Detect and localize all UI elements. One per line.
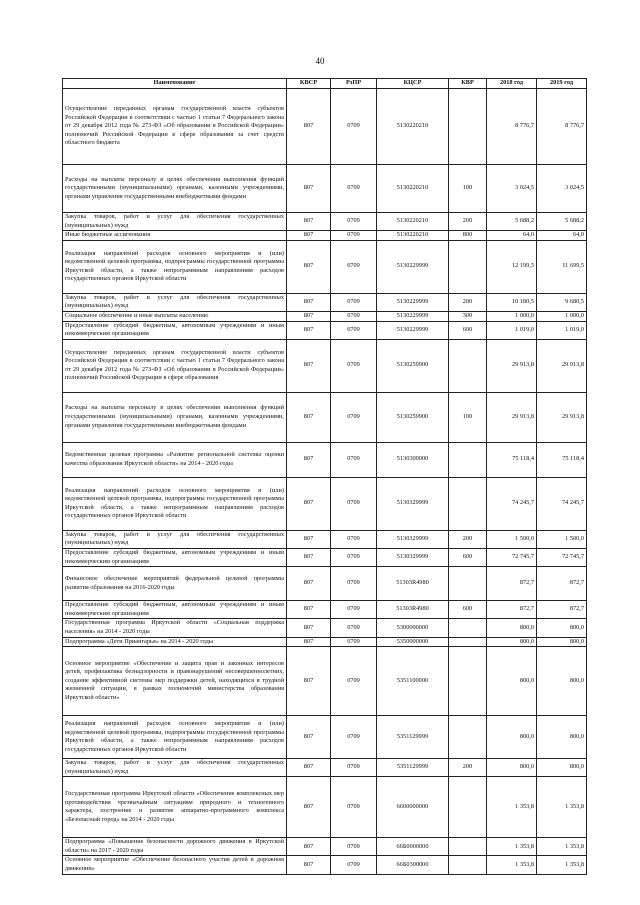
table-row [63, 213, 587, 231]
table-row [63, 759, 587, 777]
row-name: Реализация направлений расходов основного мероприятия и (или) ведомственной целевой программы, подпрограммы государственной программы Иркутской области, а также непрограммным направлениям расходов государственных органов Иркутской области [63, 716, 287, 759]
page-number: 40 [315, 56, 325, 66]
row-kvr: 600 [449, 321, 487, 339]
row-amount-2019: 75 118,4 [537, 442, 587, 477]
table-row [63, 601, 587, 619]
row-kvr [449, 637, 487, 647]
table-row [63, 530, 587, 548]
table-row [63, 311, 587, 321]
row-amount-2019: 9 680,5 [537, 293, 587, 311]
table-row [63, 838, 587, 856]
row-name: Социальное обеспечение и иные выплаты населению [63, 311, 287, 321]
row-amount-2018: 64,0 [487, 231, 537, 241]
row-amount-2018: 1 019,0 [487, 321, 537, 339]
row-kvr [449, 89, 487, 165]
row-rzpr: 0709 [331, 530, 377, 548]
row-kvsr: 807 [287, 339, 331, 392]
row-kvr [449, 240, 487, 293]
row-kvsr: 807 [287, 530, 331, 548]
budget-table [62, 78, 587, 875]
row-kvsr: 807 [287, 293, 331, 311]
row-name: Государственная программа Иркутской области «Социальная поддержка населения» на 2014 - 2020 годы [63, 619, 287, 637]
row-amount-2018: 1 353,8 [487, 777, 537, 838]
row-amount-2018: 800,0 [487, 716, 537, 759]
table-row [63, 392, 587, 442]
row-rzpr: 0709 [331, 392, 377, 442]
row-kvsr: 807 [287, 567, 331, 601]
table-row [63, 548, 587, 566]
row-amount-2019: 800,0 [537, 619, 587, 637]
row-kcsr: 5130300000 [377, 442, 449, 477]
row-kvsr: 807 [287, 647, 331, 716]
header-2019: 2019 год [537, 79, 587, 89]
row-name: Подпрограмма «Повышение безопасности дорожного движения в Иркутской области» на 2017 - 2020 годы [63, 838, 287, 856]
row-name: Закупка товаров, работ и услуг для обеспечения государственных (муниципальных) нужд [63, 759, 287, 777]
row-amount-2018: 800,0 [487, 619, 537, 637]
row-amount-2018: 29 913,8 [487, 339, 537, 392]
row-rzpr: 0709 [331, 637, 377, 647]
table-row [63, 856, 587, 874]
table-row [63, 637, 587, 647]
table-row [63, 240, 587, 293]
row-name: Основное мероприятие «Обеспечение безопасного участия детей в дорожном движении» [63, 856, 287, 874]
table-row [63, 231, 587, 241]
row-kcsr: 5130220210 [377, 165, 449, 213]
row-amount-2019: 5 688,2 [537, 213, 587, 231]
header-2018: 2018 год [487, 79, 537, 89]
header-name: Наименование [63, 79, 287, 89]
row-amount-2019: 1 353,8 [537, 838, 587, 856]
table-row [63, 165, 587, 213]
row-kvr: 300 [449, 311, 487, 321]
row-amount-2019: 29 913,8 [537, 392, 587, 442]
row-amount-2018: 12 199,5 [487, 240, 537, 293]
row-amount-2018: 3 024,5 [487, 165, 537, 213]
row-amount-2019: 64,0 [537, 231, 587, 241]
row-kcsr: 5130229999 [377, 240, 449, 293]
row-amount-2018: 800,0 [487, 647, 537, 716]
row-rzpr: 0709 [331, 165, 377, 213]
row-name: Предоставление субсидий бюджетным, автономным учреждениям и иным некоммерческим организациям [63, 601, 287, 619]
row-kvr [449, 856, 487, 874]
row-amount-2019: 800,0 [537, 716, 587, 759]
row-rzpr: 0709 [331, 716, 377, 759]
row-kvr: 100 [449, 165, 487, 213]
row-amount-2018: 8 776,7 [487, 89, 537, 165]
row-amount-2018: 74 245,7 [487, 477, 537, 530]
row-name: Закупка товаров, работ и услуг для обеспечения государственных (муниципальных) нужд [63, 530, 287, 548]
row-kvsr: 807 [287, 392, 331, 442]
row-amount-2018: 1 353,8 [487, 838, 537, 856]
row-name: Финансовое обеспечение мероприятий федеральной целевой программы развития образования на 2016-2020 годы [63, 567, 287, 601]
row-amount-2019: 800,0 [537, 759, 587, 777]
row-kvsr: 807 [287, 477, 331, 530]
row-amount-2019: 872,7 [537, 601, 587, 619]
row-kcsr: 5130220210 [377, 213, 449, 231]
row-amount-2018: 75 118,4 [487, 442, 537, 477]
row-rzpr: 0709 [331, 647, 377, 716]
table-row [63, 567, 587, 601]
table-row [63, 321, 587, 339]
row-kvsr: 807 [287, 89, 331, 165]
row-amount-2018: 1 353,8 [487, 856, 537, 874]
row-name: Иные бюджетные ассигнования [63, 231, 287, 241]
row-kvsr: 807 [287, 759, 331, 777]
row-kvr: 200 [449, 213, 487, 231]
row-kcsr: 66Б0000000 [377, 838, 449, 856]
row-kcsr: 5130259900 [377, 392, 449, 442]
header-kvsr: КВСР [287, 79, 331, 89]
table-row [63, 293, 587, 311]
table-row [63, 339, 587, 392]
row-rzpr: 0709 [331, 321, 377, 339]
row-kvr: 600 [449, 548, 487, 566]
row-amount-2018: 10 180,5 [487, 293, 537, 311]
row-name: Предоставление субсидий бюджетным, автономным учреждениям и иным некоммерческим организациям [63, 321, 287, 339]
row-amount-2019: 72 745,7 [537, 548, 587, 566]
row-amount-2018: 872,7 [487, 567, 537, 601]
row-kvsr: 807 [287, 548, 331, 566]
row-amount-2019: 1 500,0 [537, 530, 587, 548]
row-amount-2018: 800,0 [487, 759, 537, 777]
row-kvsr: 807 [287, 838, 331, 856]
table-row [63, 777, 587, 838]
row-kvsr: 807 [287, 442, 331, 477]
row-amount-2019: 3 024,5 [537, 165, 587, 213]
table-row [63, 477, 587, 530]
row-kcsr: 66Б0300000 [377, 856, 449, 874]
row-kcsr: 5130229999 [377, 293, 449, 311]
row-kvr [449, 838, 487, 856]
row-name: Закупка товаров, работ и услуг для обеспечения государственных (муниципальных) нужд [63, 213, 287, 231]
row-rzpr: 0709 [331, 838, 377, 856]
header-row [63, 79, 587, 89]
row-rzpr: 0709 [331, 339, 377, 392]
row-kvsr: 807 [287, 619, 331, 637]
row-kvr [449, 567, 487, 601]
row-kvr [449, 777, 487, 838]
row-kcsr: 6600000000 [377, 777, 449, 838]
row-kcsr: 51303R4980 [377, 567, 449, 601]
row-rzpr: 0709 [331, 231, 377, 241]
row-kcsr: 5130329999 [377, 477, 449, 530]
row-kvsr: 807 [287, 165, 331, 213]
row-name: Реализация направлений расходов основного мероприятия и (или) ведомственной целевой программы, подпрограммы государственной программы Иркутской области, а также непрограммным направлениям расходов государственных органов Иркутской области [63, 240, 287, 293]
row-kcsr: 5130329999 [377, 530, 449, 548]
row-kcsr: 5130329999 [377, 548, 449, 566]
row-kvr: 200 [449, 530, 487, 548]
row-rzpr: 0709 [331, 601, 377, 619]
row-name: Реализация направлений расходов основного мероприятия и (или) ведомственной целевой программы, подпрограммы государственной программы Иркутской области, а также непрограммным направлениям расходов государственных органов Иркутской области [63, 477, 287, 530]
row-kvr: 800 [449, 231, 487, 241]
row-amount-2019: 800,0 [537, 647, 587, 716]
row-amount-2019: 872,7 [537, 567, 587, 601]
row-rzpr: 0709 [331, 567, 377, 601]
row-amount-2019: 1 019,0 [537, 321, 587, 339]
row-name: Осуществление переданных органам государственной власти субъектов Российской Федерации в соответствии с частью 1 статьи 7 Федерального закона от 29 декабря 2012 года № 273-ФЗ «Об образовании в Российской Федерации» полномочий Российской Федерации в сфере образования за счет средств областного бюджета [63, 89, 287, 165]
row-amount-2018: 872,7 [487, 601, 537, 619]
row-kvsr: 807 [287, 240, 331, 293]
row-kvr: 200 [449, 293, 487, 311]
row-amount-2019: 1 353,8 [537, 856, 587, 874]
row-kcsr: 5130220210 [377, 89, 449, 165]
table-row [63, 619, 587, 637]
row-name: Предоставление субсидий бюджетным, автономным учреждениям и иным некоммерческим организациям [63, 548, 287, 566]
row-name: Подпрограмма «Дети Приангарья» на 2014 - 2020 годы [63, 637, 287, 647]
row-kvr [449, 716, 487, 759]
row-kvsr: 807 [287, 321, 331, 339]
row-kcsr: 5130259900 [377, 339, 449, 392]
row-rzpr: 0709 [331, 777, 377, 838]
table-row [63, 647, 587, 716]
row-kcsr: 5351129999 [377, 759, 449, 777]
row-rzpr: 0709 [331, 213, 377, 231]
row-amount-2018: 72 745,7 [487, 548, 537, 566]
header-rzpr: РзПР [331, 79, 377, 89]
row-kvsr: 807 [287, 311, 331, 321]
row-amount-2019: 74 245,7 [537, 477, 587, 530]
row-amount-2018: 1 000,0 [487, 311, 537, 321]
row-kvsr: 807 [287, 637, 331, 647]
row-rzpr: 0709 [331, 293, 377, 311]
row-kvsr: 807 [287, 231, 331, 241]
row-amount-2019: 800,0 [537, 637, 587, 647]
row-amount-2018: 5 688,2 [487, 213, 537, 231]
row-name: Государственная программа Иркутской области «Обеспечение комплексных мер противодействия чрезвычайным ситуациям природного и техногенного характера, построение и развитие аппаратно-программного комплекса «Безопасный город» на 2014 - 2020 годы [63, 777, 287, 838]
row-kvsr: 807 [287, 856, 331, 874]
row-kcsr: 5130229999 [377, 311, 449, 321]
row-kvsr: 807 [287, 601, 331, 619]
row-kvr [449, 647, 487, 716]
row-rzpr: 0709 [331, 619, 377, 637]
row-amount-2019: 1 000,0 [537, 311, 587, 321]
row-kvsr: 807 [287, 777, 331, 838]
row-kcsr: 5351129999 [377, 716, 449, 759]
row-kvr [449, 477, 487, 530]
row-name: Основное мероприятие «Обеспечение и защита прав и законных интересов детей, профилактика безнадзорности и правонарушений несовершеннолетних, создание эффективной системы мер поддержки детей, находящихся в трудной жизненной ситуации, в рамках полномочий министерства образования Иркутской области» [63, 647, 287, 716]
row-amount-2018: 1 500,0 [487, 530, 537, 548]
row-amount-2018: 800,0 [487, 637, 537, 647]
row-name: Ведомственная целевая программа «Развитие региональной системы оценки качества образования Иркутской области» на 2014 - 2020 годы [63, 442, 287, 477]
header-kcsr: КЦСР [377, 79, 449, 89]
row-kvr: 200 [449, 759, 487, 777]
row-kcsr: 5351100000 [377, 647, 449, 716]
row-kvsr: 807 [287, 213, 331, 231]
row-kvr: 600 [449, 601, 487, 619]
row-name: Расходы на выплаты персоналу в целях обеспечения выполнения функций государственными (муниципальными) органами, казенными учреждениями, органами управления государственными внебюджетными фондами [63, 392, 287, 442]
row-rzpr: 0709 [331, 477, 377, 530]
row-kcsr: 5300000000 [377, 619, 449, 637]
row-kvr [449, 339, 487, 392]
row-name: Осуществление переданных органам государственной власти субъектов Российской Федерации в соответствии с частью 1 статьи 7 Федерального закона от 29 декабря 2012 года № 273-ФЗ «Об образовании в Российской Федерации» полномочий Российской Федерации в сфере образования [63, 339, 287, 392]
row-kvr: 100 [449, 392, 487, 442]
row-rzpr: 0709 [331, 759, 377, 777]
row-kcsr: 5130229999 [377, 321, 449, 339]
row-rzpr: 0709 [331, 89, 377, 165]
row-kcsr: 51303R4980 [377, 601, 449, 619]
row-amount-2018: 29 913,8 [487, 392, 537, 442]
table-row [63, 89, 587, 165]
table-row [63, 716, 587, 759]
row-rzpr: 0709 [331, 240, 377, 293]
row-rzpr: 0709 [331, 311, 377, 321]
row-kvsr: 807 [287, 716, 331, 759]
row-amount-2019: 11 699,5 [537, 240, 587, 293]
row-kvr [449, 442, 487, 477]
row-kcsr: 5350000000 [377, 637, 449, 647]
row-amount-2019: 8 776,7 [537, 89, 587, 165]
row-name: Закупка товаров, работ и услуг для обеспечения государственных (муниципальных) нужд [63, 293, 287, 311]
header-kvr: КВР [449, 79, 487, 89]
table-row [63, 442, 587, 477]
row-kcsr: 5130220210 [377, 231, 449, 241]
row-rzpr: 0709 [331, 856, 377, 874]
row-rzpr: 0709 [331, 548, 377, 566]
row-amount-2019: 1 353,8 [537, 777, 587, 838]
row-rzpr: 0709 [331, 442, 377, 477]
row-kvr [449, 619, 487, 637]
row-amount-2019: 29 913,8 [537, 339, 587, 392]
row-name: Расходы на выплаты персоналу в целях обеспечения выполнения функций государственными (муниципальными) органами, казенными учреждениями, органами управления государственными внебюджетными фондами [63, 165, 287, 213]
